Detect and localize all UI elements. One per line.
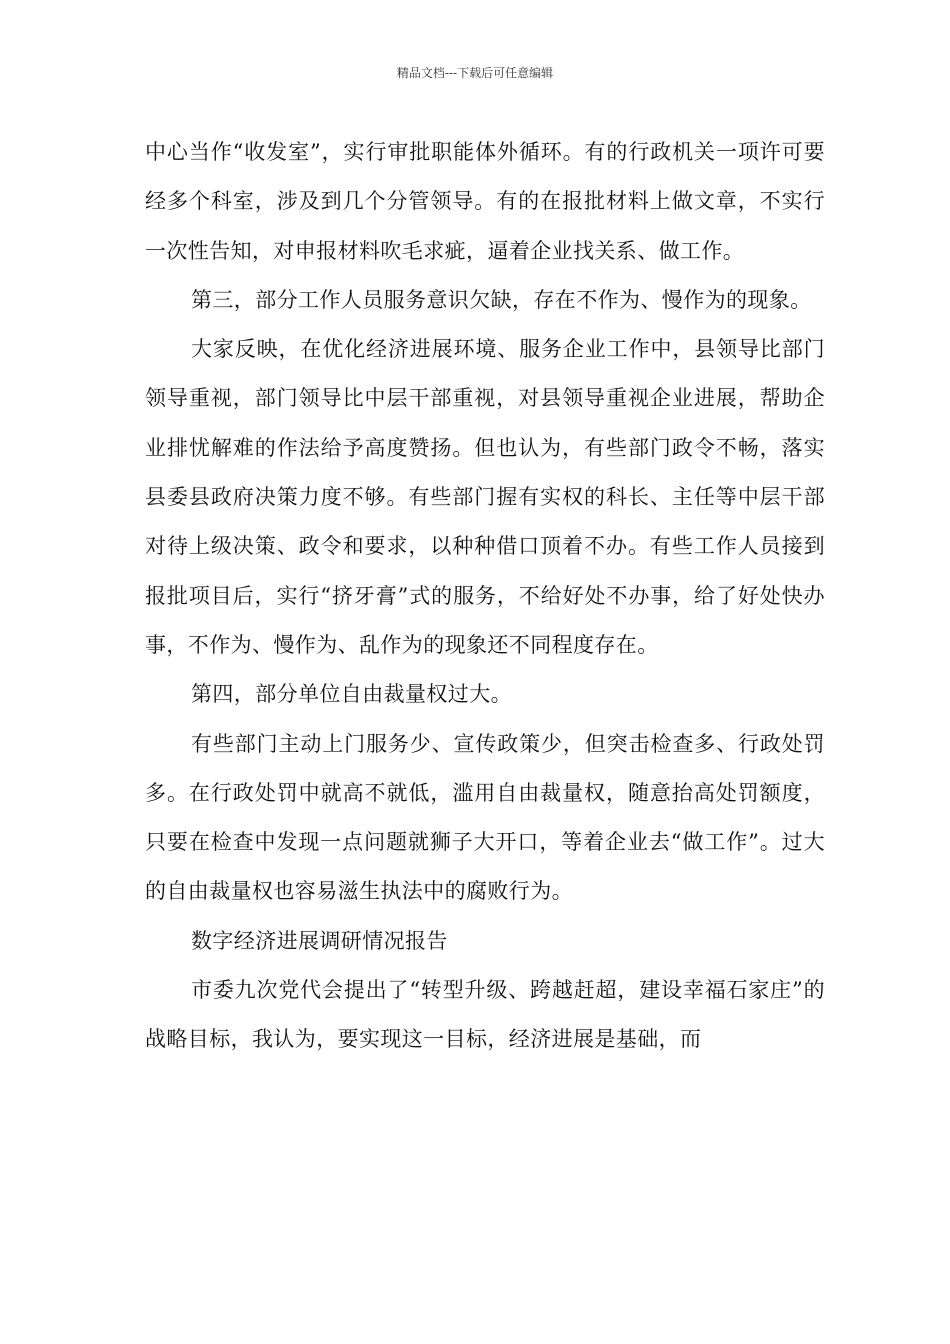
page-header: 精品文档---下载后可任意编辑 bbox=[396, 66, 554, 80]
document-body bbox=[145, 128, 825, 1065]
paragraph: 中心当作“收发室”，实行审批职能体外循环。有的行政机关一项许可要经多个科室，涉及到几个分管领导。有的在报批材料上做文章，不实行一次性告知，对申报材料吹毛求疵，逼着企业找关系、做工作。 bbox=[145, 140, 825, 263]
paragraph: 市委九次党代会提出了“转型升级、跨越赶超，建设幸福石家庄”的战略目标，我认为，要实现这一目标，经济进展是基础，而 bbox=[145, 978, 825, 1052]
paragraph: 有些部门主动上门服务少、宣传政策少，但突击检查多、行政处罚多。在行政处罚中就高不就低，滥用自由裁量权，随意抬高处罚额度，只要在检查中发现一点问题就狮子大开口，等着企业去“做工作”。过大的自由裁量权也容易滋生执法中的腐败行为。 bbox=[145, 731, 825, 904]
paragraph: 第三，部分工作人员服务意识欠缺，存在不作为、慢作为的现象。 bbox=[191, 287, 812, 312]
section-heading: 数字经济进展调研情况报告 bbox=[191, 928, 448, 953]
paragraph: 第四，部分单位自由裁量权过大。 bbox=[191, 682, 512, 707]
paragraph: 大家反映，在优化经济进展环境、服务企业工作中，县领导比部门领导重视，部门领导比中层干部重视，对县领导重视企业进展，帮助企业排忧解难的作法给予高度赞扬。但也认为，有些部门政令不畅，落实县委县政府决策力度不够。有些部门握有实权的科长、主任等中层干部对待上级决策、政令和要求，以种种借口顶着不办。有些工作人员接到报批项目后，实行“挤牙膏”式的服务，不给好处不办事，给了好处快办事，不作为、慢作为、乱作为的现象还不同程度存在。 bbox=[145, 337, 825, 657]
